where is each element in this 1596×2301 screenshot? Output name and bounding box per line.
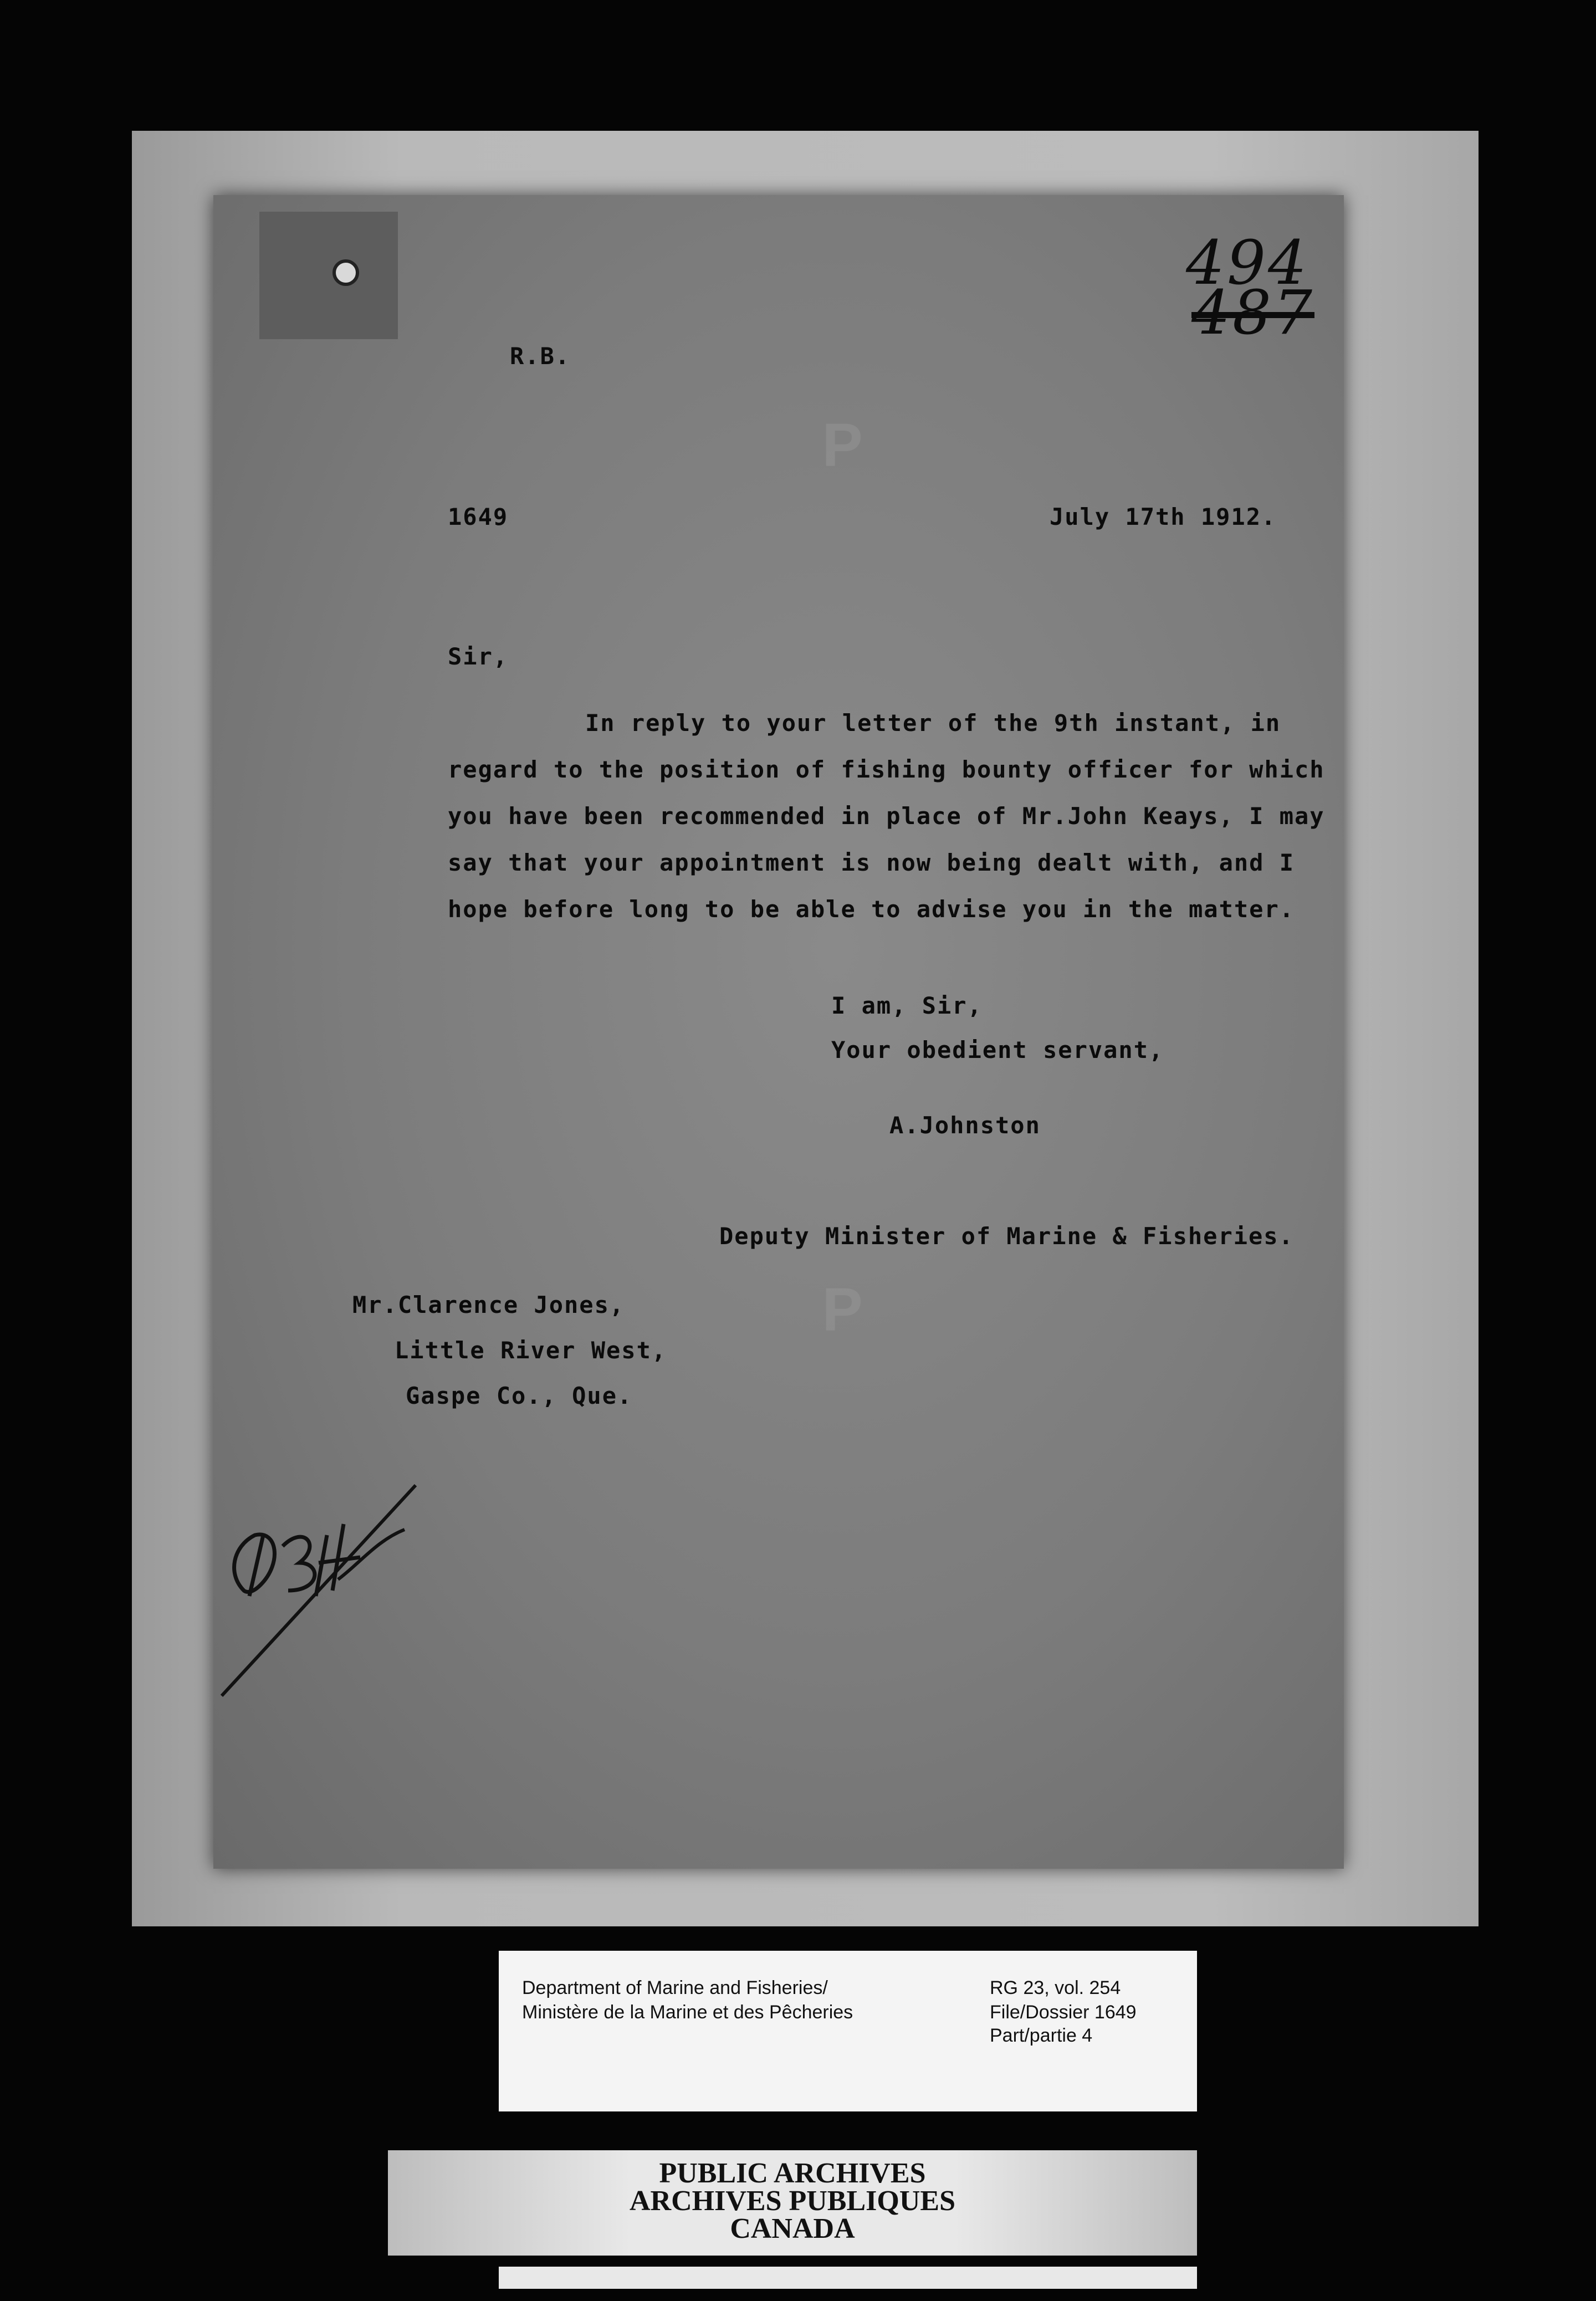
addressee-line: Gaspe Co., Que. xyxy=(406,1382,633,1409)
file-tab xyxy=(259,212,398,339)
archive-label xyxy=(499,1951,1197,2111)
stamp-line: PUBLIC ARCHIVES xyxy=(659,2157,926,2189)
archive-stamp xyxy=(388,2150,1197,2256)
watermark: P xyxy=(822,1276,863,1344)
reference-initials: R.B. xyxy=(510,342,571,370)
signatory-title: Deputy Minister of Marine & Fisheries. xyxy=(719,1223,1294,1250)
addressee-name: Mr.Clarence Jones, xyxy=(352,1291,625,1318)
salutation: Sir, xyxy=(448,643,509,670)
pin-icon xyxy=(332,259,359,286)
stamp-line: CANADA xyxy=(730,2213,855,2244)
folio-number-struck: 487 xyxy=(1191,277,1314,348)
body-line: you have been recommended in place of Mr.John Keays, I may xyxy=(448,802,1325,830)
body-line: say that your appointment is now being dealt with, and I xyxy=(448,849,1295,876)
watermark: P xyxy=(822,411,863,479)
file-number: 1649 xyxy=(448,503,509,530)
body-line: hope before long to be able to advise you in the matter. xyxy=(448,896,1295,923)
closing-line: I am, Sir, xyxy=(831,992,983,1019)
addressee-line: Little River West, xyxy=(395,1337,667,1364)
archive-reference: RG 23, vol. 254 xyxy=(990,1977,1121,1998)
archive-part: Part/partie 4 xyxy=(990,2025,1093,2046)
body-line: In reply to your letter of the 9th instant, in xyxy=(585,709,1281,737)
department-fr: Ministère de la Marine et des Pêcheries xyxy=(522,2002,853,2023)
archive-file: File/Dossier 1649 xyxy=(990,2002,1137,2023)
folio-number: 494 xyxy=(1186,227,1309,298)
bottom-strip xyxy=(499,2267,1197,2289)
signatory: A.Johnston xyxy=(889,1112,1041,1139)
body-line: regard to the position of fishing bounty officer for which xyxy=(448,756,1325,783)
closing-line: Your obedient servant, xyxy=(831,1036,1164,1063)
department-en: Department of Marine and Fisheries/ xyxy=(522,1977,828,1998)
letter-date: July 17th 1912. xyxy=(1050,503,1277,530)
handwritten-initials xyxy=(211,1452,443,1701)
stamp-line: ARCHIVES PUBLIQUES xyxy=(629,2185,956,2217)
